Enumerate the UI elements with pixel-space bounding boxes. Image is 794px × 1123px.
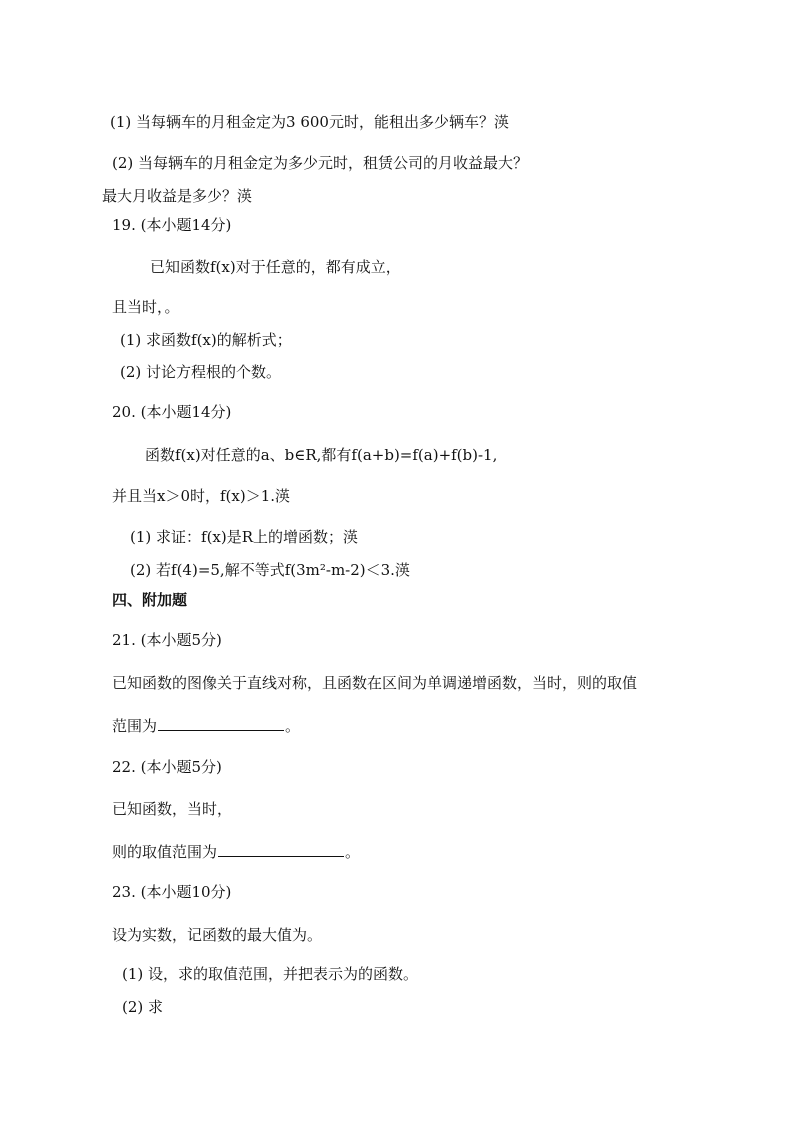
question-19-part-1: (1) 求函数f(x)的解析式； — [120, 331, 292, 349]
question-20-part-1: (1) 求证：f(x)是R上的增函数；渶 — [130, 528, 359, 546]
question-22-suffix: 。 — [345, 843, 361, 861]
question-23-header: 23. (本小题10分) — [112, 883, 232, 901]
question-21-answer-blank[interactable] — [158, 716, 284, 731]
question-21-suffix: 。 — [285, 717, 301, 735]
question-18-part-2-line-2: 最大月收益是多少？渶 — [102, 187, 253, 205]
question-21-prefix: 范围为 — [112, 717, 158, 735]
question-21-stem-line-1: 已知函数的图像关于直线对称，且函数在区间为单调递增函数，当时，则的取值 — [112, 674, 638, 692]
question-20-part-2: (2) 若f(4)=5,解不等式f(3m²-m-2)＜3.渶 — [130, 561, 410, 579]
question-19-stem-line-2: 且当时，。 — [112, 298, 180, 316]
question-20-header: 20. (本小题14分) — [112, 403, 232, 421]
question-18-part-2-line-1: (2) 当每辆车的月租金定为多少元时，租赁公司的月收益最大？ — [112, 154, 529, 172]
question-21-stem-line-2 — [112, 716, 300, 736]
question-22-header: 22. (本小题5分) — [112, 758, 222, 776]
question-23-stem-line-1: 设为实数，记函数的最大值为。 — [112, 926, 323, 944]
question-19-stem-line-1: 已知函数f(x)对于任意的，都有成立， — [150, 258, 401, 276]
section-4-title: 四、附加题 — [112, 591, 188, 609]
question-21-header: 21. (本小题5分) — [112, 631, 222, 649]
question-23-part-2: (2) 求 — [122, 998, 164, 1016]
question-20-stem-line-1: 函数f(x)对任意的a、b∈R,都有f(a+b)=f(a)+f(b)-1, — [145, 446, 498, 464]
question-23-part-1: (1) 设，求的取值范围，并把表示为的函数。 — [122, 965, 419, 983]
question-18-part-1: (1) 当每辆车的月租金定为3 600元时，能租出多少辆车？渶 — [110, 113, 509, 131]
question-22-stem-line-1: 已知函数，当时， — [112, 800, 233, 818]
question-22-stem-line-2 — [112, 842, 360, 862]
question-19-part-2: (2) 讨论方程根的个数。 — [120, 363, 282, 381]
question-19-header: 19. (本小题14分) — [112, 216, 232, 234]
question-20-stem-line-2: 并且当x＞0时，f(x)＞1.渶 — [112, 487, 291, 505]
question-22-prefix: 则的取值范围为 — [112, 843, 218, 861]
question-22-answer-blank[interactable] — [218, 842, 344, 857]
